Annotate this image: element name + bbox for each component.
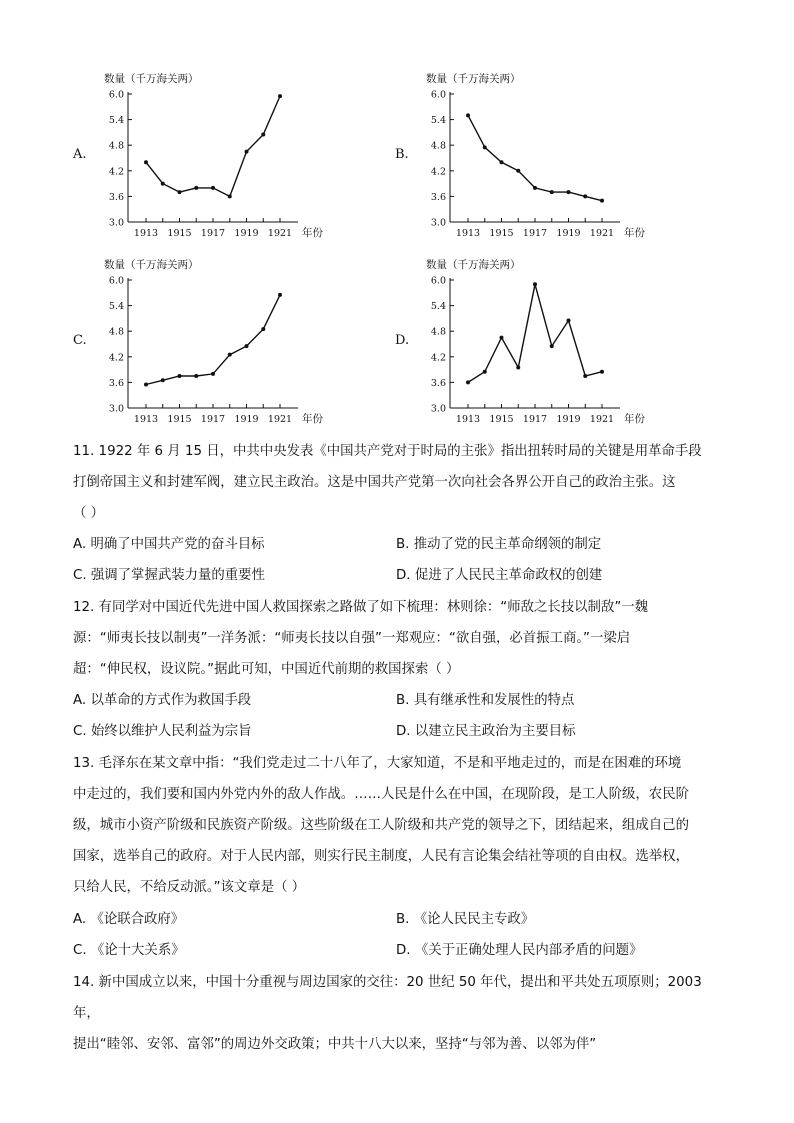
x-tick-label: 1917 — [200, 228, 226, 239]
question-text-line: 提出“睦邻、安邻、富邻”的周边外交政策；中共十八大以来，坚持“与邻为善、以邻为伴” — [73, 1037, 597, 1052]
data-point — [194, 186, 198, 190]
x-tick-label: 1919 — [234, 228, 259, 239]
option-d[interactable]: D. 以建立民主政治为主要目标 — [396, 724, 576, 739]
x-tick-label: 1921 — [589, 414, 615, 425]
data-point — [583, 194, 587, 198]
x-tick-label: 1913 — [133, 414, 159, 425]
data-point — [228, 353, 232, 357]
line-chart-d — [410, 256, 645, 426]
question-text-line: 级，城市小资产阶级和民族资产阶级。这些阶级在工人阶级和共产党的领导之下，团结起来，组成自己的 — [73, 818, 689, 833]
x-tick-label: 1921 — [267, 228, 293, 239]
x-tick-label: 1913 — [455, 228, 481, 239]
data-point — [567, 190, 571, 194]
question-text-line: 12. 有同学对中国近代先进中国人救国探索之路做了如下梳理：林则徐：“师敌之长技以制敌”一魏 — [73, 600, 649, 615]
question-text-line: 11. 1922 年 6 月 15 日，中共中央发表《中国共产党对于时局的主张》指出扭转时局的关键是用革命手段 — [73, 444, 702, 459]
option-label-d: D. — [395, 333, 410, 348]
data-point — [144, 383, 148, 387]
option-c[interactable]: C. 始终以维护人民利益为宗旨 — [73, 724, 252, 739]
x-axis-label: 年份 — [624, 227, 645, 239]
data-point — [600, 370, 604, 374]
data-point — [194, 374, 198, 378]
line-chart-c — [88, 256, 323, 426]
data-point — [211, 186, 215, 190]
chart-a — [88, 70, 323, 240]
line-chart-b — [410, 70, 645, 240]
x-tick-label: 1913 — [133, 228, 159, 239]
question-text-line: 13. 毛泽东在某文章中指：“我们党走过二十八年了，大家知道，不是和平地走过的，而是在困难的环境 — [73, 756, 682, 771]
data-point — [550, 190, 554, 194]
question-11-options — [73, 529, 728, 591]
x-tick-label: 1917 — [522, 228, 548, 239]
data-point — [278, 94, 282, 98]
x-tick-label: 1919 — [556, 414, 581, 425]
x-tick-label: 1917 — [200, 414, 226, 425]
option-b[interactable]: B. 《论人民民主专政》 — [396, 912, 535, 927]
data-point — [245, 344, 249, 348]
y-tick-label: 5.4 — [430, 115, 446, 127]
data-point — [228, 194, 232, 198]
x-tick-label: 1921 — [589, 228, 615, 239]
x-axis-label: 年份 — [302, 413, 323, 425]
data-point — [211, 372, 215, 376]
x-axis-label: 年份 — [624, 413, 645, 425]
y-tick-label: 4.8 — [430, 326, 446, 338]
y-tick-label: 3.0 — [108, 403, 124, 415]
question-text-line: （ ） — [73, 506, 105, 521]
data-point — [144, 160, 148, 164]
y-tick-label: 3.6 — [430, 377, 446, 389]
x-tick-label: 1919 — [556, 228, 581, 239]
option-label-b: B. — [395, 147, 409, 162]
line-chart-a — [88, 70, 323, 240]
question-13 — [73, 748, 728, 903]
data-point — [261, 327, 265, 331]
x-tick-label: 1917 — [522, 414, 548, 425]
option-label-a: A. — [73, 147, 87, 162]
x-tick-label: 1913 — [455, 414, 481, 425]
y-tick-label: 6.0 — [430, 89, 446, 101]
y-axis-label: 数量（千万海关两） — [426, 73, 521, 85]
question-text-line: 中走过的，我们要和国内外党内外的敌人作战。……人民是什么在中国，在现阶段，是工人阶级，农民阶 — [73, 787, 689, 802]
y-tick-label: 4.2 — [108, 166, 124, 178]
data-point — [600, 199, 604, 203]
y-tick-label: 3.6 — [108, 191, 124, 203]
question-text-line: 14. 新中国成立以来，中国十分重视与周边国家的交往：20 世纪 50 年代，提出和平共处五项原则；2003 年， — [73, 975, 702, 1021]
option-d[interactable]: D. 促进了人民民主革命政权的创建 — [396, 568, 603, 583]
question-text-line: 只给人民，不给反动派。”该文章是（ ） — [73, 880, 306, 895]
x-tick-label: 1919 — [234, 414, 259, 425]
data-point — [161, 378, 165, 382]
question-text-line: 打倒帝国主义和封建军阀，建立民主政治。这是中国共产党第一次向社会各界公开自己的政治主张。这 — [73, 475, 676, 490]
x-axis-label: 年份 — [302, 227, 323, 239]
option-label-c: C. — [73, 333, 87, 348]
question-11 — [73, 436, 728, 529]
y-tick-label: 3.0 — [430, 403, 446, 415]
y-axis-label: 数量（千万海关两） — [104, 73, 199, 85]
y-tick-label: 4.8 — [430, 140, 446, 152]
data-point — [278, 293, 282, 297]
y-tick-label: 3.6 — [430, 191, 446, 203]
option-c[interactable]: C. 《论十大关系》 — [73, 943, 185, 958]
data-point — [533, 282, 537, 286]
data-point — [583, 374, 587, 378]
data-point — [483, 370, 487, 374]
option-b[interactable]: B. 具有继承性和发展性的特点 — [396, 693, 575, 708]
data-point — [245, 150, 249, 154]
y-tick-label: 4.8 — [108, 140, 124, 152]
question-text-line: 超：“伸民权，设议院。”据此可知，中国近代前期的救国探索（ ） — [73, 662, 460, 677]
chart-d — [410, 256, 645, 426]
y-axis-label: 数量（千万海关两） — [426, 259, 521, 271]
y-tick-label: 6.0 — [430, 275, 446, 287]
option-c[interactable]: C. 强调了掌握武装力量的重要性 — [73, 568, 265, 583]
data-point — [466, 113, 470, 117]
option-a[interactable]: A. 以革命的方式作为救国手段 — [73, 693, 252, 708]
data-point — [261, 133, 265, 137]
x-tick-label: 1915 — [489, 414, 514, 425]
question-12 — [73, 592, 728, 685]
series-line — [146, 96, 280, 196]
y-tick-label: 3.0 — [108, 217, 124, 229]
question-text-line: 国家，选举自己的政府。对于人民内部，则实行民主制度，人民有言论集会结社等项的自由权。选举权， — [73, 849, 689, 864]
y-tick-label: 6.0 — [108, 275, 124, 287]
data-point — [500, 160, 504, 164]
data-point — [516, 365, 520, 369]
chart-b — [410, 70, 645, 240]
series-line — [468, 284, 602, 382]
question-13-options — [73, 904, 728, 966]
data-point — [483, 145, 487, 149]
question-14 — [73, 967, 728, 1060]
option-d[interactable]: D. 《关于正确处理人民内部矛盾的问题》 — [396, 943, 643, 958]
option-b[interactable]: B. 推动了党的民主革命纲领的制定 — [396, 537, 602, 552]
y-tick-label: 4.2 — [108, 352, 124, 364]
y-tick-label: 5.4 — [108, 115, 124, 127]
data-point — [567, 319, 571, 323]
y-axis-label: 数量（千万海关两） — [104, 259, 199, 271]
option-a[interactable]: A. 《论联合政府》 — [73, 912, 185, 927]
x-tick-label: 1921 — [267, 414, 293, 425]
y-tick-label: 5.4 — [430, 301, 446, 313]
x-tick-label: 1915 — [489, 228, 514, 239]
chart-c — [88, 256, 323, 426]
question-text-line: 源：“师夷长技以制夷”一洋务派：“师夷长技以自强”一郑观应：“欲自强，必首振工商。”一梁启 — [73, 631, 631, 646]
question-12-options — [73, 685, 728, 747]
y-tick-label: 4.2 — [430, 352, 446, 364]
data-point — [500, 336, 504, 340]
x-tick-label: 1915 — [167, 414, 192, 425]
y-tick-label: 6.0 — [108, 89, 124, 101]
y-tick-label: 3.6 — [108, 377, 124, 389]
data-point — [516, 169, 520, 173]
y-tick-label: 4.8 — [108, 326, 124, 338]
y-tick-label: 5.4 — [108, 301, 124, 313]
x-tick-label: 1915 — [167, 228, 192, 239]
data-point — [466, 380, 470, 384]
data-point — [533, 186, 537, 190]
data-point — [161, 182, 165, 186]
series-line — [146, 295, 280, 385]
data-point — [550, 344, 554, 348]
data-point — [178, 374, 182, 378]
y-tick-label: 3.0 — [430, 217, 446, 229]
y-tick-label: 4.2 — [430, 166, 446, 178]
data-point — [178, 190, 182, 194]
option-a[interactable]: A. 明确了中国共产党的奋斗目标 — [73, 537, 265, 552]
